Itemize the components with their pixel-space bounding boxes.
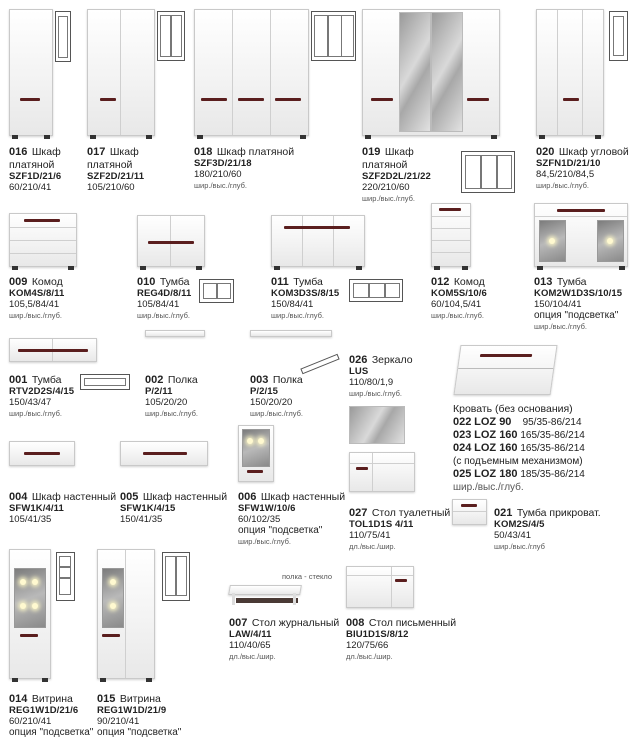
cabinet-011-image [271,215,365,267]
bed-block [453,403,640,494]
wardrobe-019-image [362,9,500,136]
chest-012-image [431,203,471,267]
label-006: 006 Шкаф настенный SFW1W/10/6 60/102/35 опция "подсветка" шир./выс./глуб. [238,491,346,546]
coffee-table-007-base-right [293,593,296,605]
wardrobe-019-sketch [461,151,515,193]
label-027: 027 Стол туалетный TOL1D1S 4/11 110/75/41 дл./выс./шир. [349,507,451,551]
bed-note: (с подъемным механизмом) [453,456,583,467]
showcase-015-sketch [162,552,190,601]
label-010: 010 Тумба REG4D/8/11 105/84/41 шир./выс./глуб. [137,276,192,320]
wall-cabinet-005-image [120,441,208,466]
bed-image [453,345,557,395]
label-008: 008 Стол письменный BIU1D1S/8/12 120/75/66 дл./выс./шир. [346,617,457,661]
tv-cabinet-001-image [9,338,97,362]
cabinet-010-image [137,215,205,267]
label-013: 013 Тумба KOM2W1D3S/10/15 150/104/41 опция "подсветка" шир./выс./глуб. [534,276,623,331]
label-019: 019 Шкаф платяной SZF2D2L/21/22 220/210/60 шир./выс./глуб. [362,146,431,203]
showcase-014-image [9,549,51,679]
label-011: 011 Тумба KOM3D3S/8/15 150/84/41 шир./выс./глуб. [271,276,340,320]
label-017: 017 Шкаф платяной SZF2D/21/11 105/210/60 [87,146,145,193]
label-007: 007 Стол журнальный LAW/4/11 110/40/65 дл./выс./шир. [229,617,340,661]
shelf-003-sketch [300,354,339,375]
label-015: 015 Витрина REG1W1D/21/9 90/210/41 опция "подсветка" [97,693,182,738]
bed-row-025: 025 LOZ 180 185/35-86/214 [453,468,585,480]
shelf-003-image [250,330,332,337]
showcase-015-image [97,549,155,679]
coffee-table-007-base [232,593,235,605]
label-016: 016 Шкаф платяной SZF1D/21/6 60/210/41 [9,146,62,193]
bed-row-023: 023 LOZ 160 165/35-86/214 [453,429,585,441]
wardrobe-020-sketch [609,11,628,61]
bed-title: Кровать (без основания) [453,403,573,415]
wardrobe-020-image [536,9,604,136]
label-001: 001 Тумба RTV2D2S/4/15 150/43/47 шир./выс./глуб. [9,374,75,418]
label-002: 002 Полка P/2/11 105/20/20 шир./выс./глуб. [145,374,198,418]
wardrobe-017-sketch [157,11,185,61]
label-021: 021 Тумба прикроват. KOM2S/4/5 50/43/41 шир./выс./глуб [494,507,601,551]
showcase-014-sketch [56,552,75,601]
nightstand-021-image [452,499,487,525]
wardrobe-017-image [87,9,155,136]
cabinet-010-sketch [199,279,234,303]
label-020: 020 Шкаф угловой SZFN1D/21/10 84,5/210/84,5 шир./выс./глуб. [536,146,629,190]
wardrobe-016-sketch [55,11,71,62]
label-005: 005 Шкаф настенный SFW1K/4/15 150/41/35 [120,491,228,525]
coffee-table-007-image [228,585,302,595]
label-009: 009 Комод KOM4S/8/11 105,5/84/41 шир./выс./глуб. [9,276,65,320]
shelf-002-image [145,330,205,337]
bed-dimlbl: шир./выс./глуб. [453,482,524,493]
chest-009-image [9,213,77,267]
label-003: 003 Полка P/2/15 150/20/20 шир./выс./глуб. [250,374,303,418]
label-014: 014 Витрина REG1W1D/21/6 60/210/41 опция "подсветка" [9,693,94,738]
dressing-table-027-image [349,452,415,492]
label-018: 018 Шкаф платяной SZF3D/21/18 180/210/60 шир./выс./глуб. [194,146,295,190]
label-004: 004 Шкаф настенный SFW1K/4/11 105/41/35 [9,491,117,525]
bed-row-022: 022 LOZ 90 95/35-86/214 [453,416,582,428]
wardrobe-018-image [194,9,309,136]
bed-row-024: 024 LOZ 160 165/35-86/214 [453,442,585,454]
cabinet-011-sketch [349,279,403,302]
label-012: 012 Комод KOM5S/10/6 60/104,5/41 шир./выс./глуб. [431,276,487,320]
wall-cabinet-006-image [238,425,274,482]
table-007-note: полка - стекло [282,572,332,581]
cabinet-013-image [534,203,628,267]
wall-cabinet-004-image [9,441,75,466]
coffee-table-007-shelf [236,598,298,603]
wardrobe-018-sketch [311,11,356,61]
mirror-026-image [349,406,405,444]
desk-008-image [346,566,414,608]
wardrobe-016-image [9,9,53,136]
label-026: 026 Зеркало LUS 110/80/1,9 шир./выс./глуб. [349,354,413,398]
